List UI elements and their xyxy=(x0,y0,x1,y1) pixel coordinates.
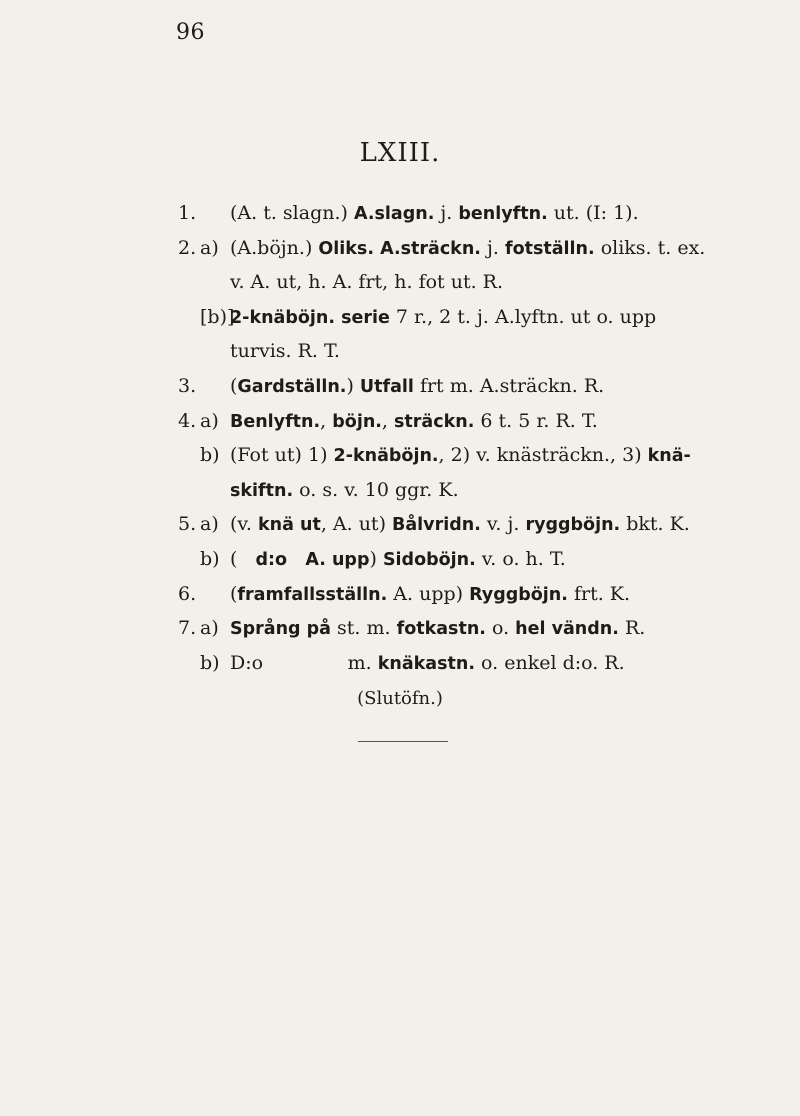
text-segment: v. A. ut, h. A. frt, h. fot ut. R. xyxy=(230,271,504,294)
text-segment: (v. xyxy=(230,513,258,536)
text-segment: j. xyxy=(480,236,505,259)
bold-term: knäkastn. xyxy=(377,653,475,674)
exercise-line xyxy=(178,438,778,473)
text-segment: A. upp) xyxy=(387,582,470,605)
exercise-line xyxy=(178,265,778,300)
text-segment: ( xyxy=(230,547,256,570)
item-text xyxy=(230,611,645,647)
bold-term: ryggböjn. xyxy=(525,515,621,536)
item-number: 3. xyxy=(178,374,197,397)
text-segment: o. s. v. 10 ggr. K. xyxy=(293,478,459,501)
exercise-line xyxy=(178,300,778,335)
text-segment: frt m. A.sträckn. R. xyxy=(413,374,605,397)
item-text xyxy=(230,542,566,578)
bold-term: böjn. xyxy=(332,411,382,432)
exercise-line xyxy=(178,507,778,542)
text-segment: (A.böjn.) xyxy=(230,236,319,259)
bold-term: Benlyftn. xyxy=(230,411,321,432)
exercise-line xyxy=(178,473,778,508)
bold-term: 2-knäböjn. serie xyxy=(230,307,390,328)
item-number: 4. xyxy=(178,409,197,432)
item-text xyxy=(230,196,639,232)
text-segment: frt. K. xyxy=(567,582,631,605)
item-text xyxy=(230,231,705,267)
bold-term: skiftn. xyxy=(230,480,294,501)
item-subletter: b) xyxy=(200,547,220,570)
item-subletter: b) xyxy=(200,651,220,674)
exercise-list xyxy=(178,196,778,680)
item-text xyxy=(230,438,691,474)
text-segment: ( xyxy=(230,374,238,397)
bold-term: Språng på xyxy=(230,619,331,640)
bold-term: hel vändn. xyxy=(515,619,619,640)
text-segment: j. xyxy=(434,202,459,224)
text-segment: ( xyxy=(230,582,238,605)
bold-term: Sidoböjn. xyxy=(382,549,476,570)
bold-term: 2-knäböjn. xyxy=(333,446,439,467)
bold-term: d:o A. upp xyxy=(255,549,370,570)
text-segment: (A. t. slagn.) xyxy=(230,202,354,224)
item-text xyxy=(230,265,503,300)
bold-term: fotkastn. xyxy=(396,619,486,640)
item-text xyxy=(230,369,604,405)
bold-term: knä- xyxy=(647,446,691,467)
item-number: 1. xyxy=(178,202,197,224)
item-subletter: b) xyxy=(200,444,220,467)
text-segment: ) xyxy=(346,374,360,397)
bold-term: fotställn. xyxy=(504,238,595,259)
text-segment: , A. ut) xyxy=(320,513,393,536)
item-subletter: [b)] xyxy=(200,305,235,328)
text-segment: , 2) v. knästräckn., 3) xyxy=(438,444,648,467)
item-subletter: a) xyxy=(200,513,219,536)
text-segment: o. xyxy=(485,617,516,640)
exercise-line xyxy=(178,404,778,439)
bold-term: Oliks. A.sträckn. xyxy=(318,238,481,259)
bold-term: framfallsställn. xyxy=(237,584,388,605)
closing-note: (Slutöfn.) xyxy=(357,688,443,709)
bold-term: Utfall xyxy=(359,376,414,397)
text-segment: , xyxy=(381,409,395,432)
bold-term: Gardställn. xyxy=(237,376,347,397)
exercise-line xyxy=(178,231,778,266)
text-segment: o. enkel d:o. R. xyxy=(474,651,625,674)
item-subletter: a) xyxy=(200,409,219,432)
page-number: 96 xyxy=(176,20,205,45)
item-text xyxy=(230,334,340,369)
exercise-line xyxy=(178,334,778,369)
item-text xyxy=(230,300,656,336)
item-text xyxy=(230,404,598,440)
exercise-line xyxy=(178,542,778,577)
item-subletter: a) xyxy=(200,236,219,259)
text-segment: R. xyxy=(618,617,646,640)
text-segment: ) xyxy=(369,547,383,570)
item-subletter: a) xyxy=(200,617,219,640)
text-segment: st. m. xyxy=(330,617,397,640)
exercise-line xyxy=(178,196,778,231)
text-segment: turvis. R. T. xyxy=(230,340,340,363)
bold-term: benlyftn. xyxy=(458,204,548,224)
bold-term: knä ut xyxy=(257,515,321,536)
text-segment: , xyxy=(320,409,333,432)
text-segment: D:o m. xyxy=(230,651,378,674)
text-segment: v. j. xyxy=(480,513,526,536)
text-segment: bkt. K. xyxy=(620,513,690,536)
item-number: 5. xyxy=(178,513,197,536)
section-title: LXIII. xyxy=(359,138,441,168)
bold-term: sträckn. xyxy=(394,411,475,432)
text-segment: v. o. h. T. xyxy=(475,547,566,570)
text-segment: (Fot ut) 1) xyxy=(230,444,334,467)
item-number: 6. xyxy=(178,582,197,605)
text-segment: 7 r., 2 t. j. A.lyftn. ut o. upp xyxy=(389,305,657,328)
bold-term: Bålvridn. xyxy=(392,515,481,536)
end-divider xyxy=(358,741,448,742)
item-number: 2. xyxy=(178,236,197,259)
bold-term: A.slagn. xyxy=(353,204,435,224)
text-segment: ut. (I: 1). xyxy=(547,202,639,224)
exercise-line xyxy=(178,369,778,404)
item-text xyxy=(230,507,690,543)
bold-term: Ryggböjn. xyxy=(469,584,568,605)
text-segment: 6 t. 5 r. R. T. xyxy=(474,409,598,432)
item-number: 7. xyxy=(178,617,197,640)
exercise-line xyxy=(178,611,778,646)
item-text xyxy=(230,577,630,613)
item-text xyxy=(230,473,459,509)
text-segment: oliks. t. ex. xyxy=(594,236,706,259)
item-text xyxy=(230,646,625,682)
exercise-line xyxy=(178,646,778,681)
exercise-line xyxy=(178,577,778,612)
